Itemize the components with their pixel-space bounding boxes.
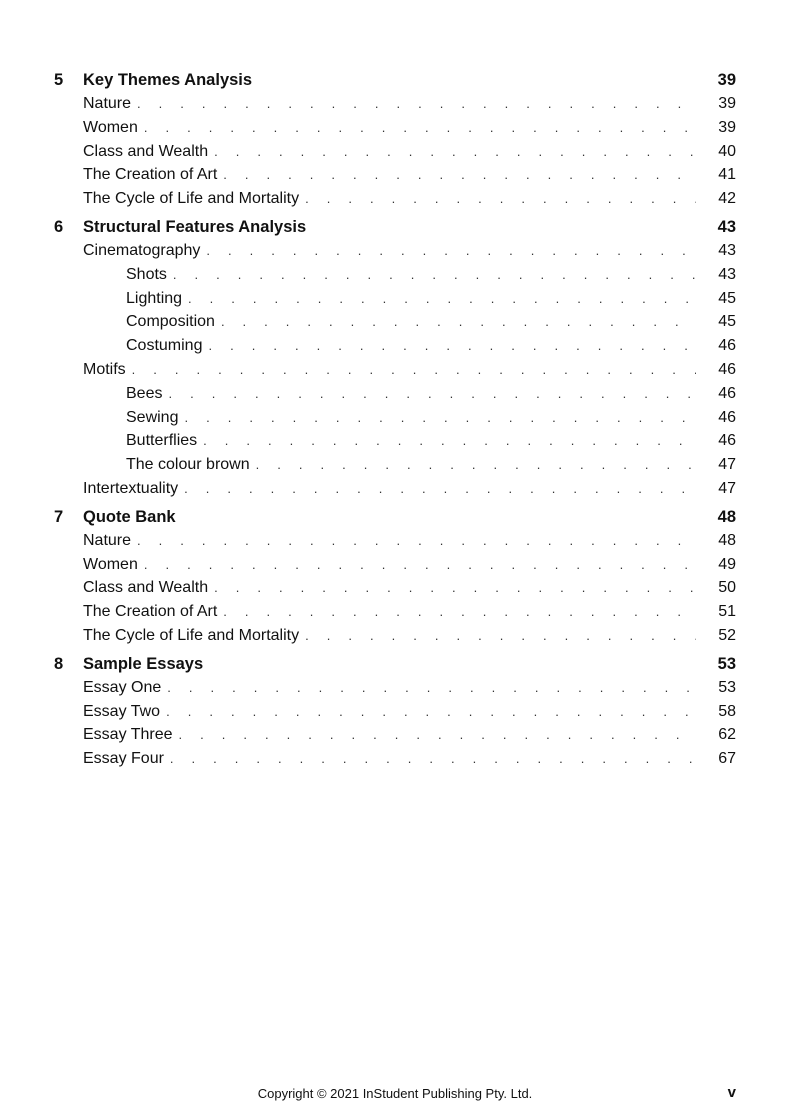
table-of-contents xyxy=(54,68,736,775)
entry-title: Class and Wealth xyxy=(83,142,209,160)
entry-title: The Cycle of Life and Mortality xyxy=(83,626,300,644)
toc-subentry[interactable] xyxy=(54,406,736,430)
entry-page: 43 xyxy=(718,265,736,283)
toc-entry[interactable] xyxy=(54,553,736,577)
chapter-heading[interactable] xyxy=(54,68,736,92)
entry-page: 43 xyxy=(718,241,736,259)
entry-page: 46 xyxy=(718,384,736,402)
entry-title: Nature xyxy=(83,531,132,549)
toc-entry[interactable] xyxy=(54,700,736,724)
dot-leader xyxy=(214,140,696,164)
chapter-number: 5 xyxy=(54,71,64,89)
chapter-heading[interactable] xyxy=(54,652,736,676)
dot-leader xyxy=(179,723,696,747)
chapter-title: Structural Features Analysis xyxy=(83,217,307,236)
entry-page: 39 xyxy=(718,118,736,136)
dot-leader xyxy=(214,576,696,600)
chapter-title: Quote Bank xyxy=(83,507,176,526)
entry-title: Essay Three xyxy=(83,726,173,744)
entry-title: The Cycle of Life and Mortality xyxy=(83,190,300,208)
copyright-notice: Copyright © 2021 InStudent Publishing Pty. Ltd. xyxy=(257,1086,533,1101)
entry-page: 51 xyxy=(718,603,736,621)
chapter-number: 6 xyxy=(54,217,64,236)
entry-title: Intertextuality xyxy=(83,479,179,497)
toc-subentry[interactable] xyxy=(54,310,736,334)
dot-leader xyxy=(256,453,696,477)
entry-page: 45 xyxy=(718,313,736,331)
toc-chapter xyxy=(54,215,736,501)
toc-entry[interactable] xyxy=(54,624,736,648)
toc-entry[interactable] xyxy=(54,358,736,382)
dot-leader xyxy=(167,676,696,700)
entry-page: 39 xyxy=(718,95,736,112)
entry-page: 62 xyxy=(718,726,736,744)
dot-leader xyxy=(132,358,696,382)
chapter-page: 48 xyxy=(717,507,736,526)
entry-title: Essay One xyxy=(83,678,162,696)
entry-title: Cinematography xyxy=(83,241,201,259)
entry-title: Composition xyxy=(126,313,215,331)
toc-entry[interactable] xyxy=(54,163,736,187)
chapter-number: 7 xyxy=(54,507,64,526)
chapter-page: 39 xyxy=(717,71,736,89)
toc-entry[interactable] xyxy=(54,600,736,624)
toc-subentry[interactable] xyxy=(54,429,736,453)
entry-page: 47 xyxy=(718,479,736,497)
toc-entry[interactable] xyxy=(54,140,736,164)
toc-chapter xyxy=(54,652,736,771)
entry-page: 41 xyxy=(718,166,736,184)
toc-subentry[interactable] xyxy=(54,263,736,287)
entry-page: 52 xyxy=(718,626,736,644)
entry-page: 58 xyxy=(718,702,736,720)
entry-page: 46 xyxy=(718,432,736,450)
toc-entry[interactable] xyxy=(54,92,736,116)
dot-leader xyxy=(221,310,696,334)
entry-page: 49 xyxy=(718,555,736,573)
toc-entry[interactable] xyxy=(54,576,736,600)
entry-page: 45 xyxy=(718,289,736,307)
dot-leader xyxy=(208,334,696,358)
dot-leader xyxy=(206,239,696,263)
entry-title: Essay Two xyxy=(83,702,161,720)
toc-chapter xyxy=(54,505,736,648)
toc-entry[interactable] xyxy=(54,676,736,700)
chapter-heading[interactable] xyxy=(54,215,736,239)
toc-entry[interactable] xyxy=(54,529,736,553)
toc-entry[interactable] xyxy=(54,747,736,771)
entry-title: Bees xyxy=(126,384,163,402)
toc-entry[interactable] xyxy=(54,116,736,140)
entry-title: Women xyxy=(83,555,138,573)
entry-title: Shots xyxy=(126,265,167,283)
entry-title: The Creation of Art xyxy=(83,603,218,621)
dot-leader xyxy=(184,477,696,501)
toc-subentry[interactable] xyxy=(54,382,736,406)
entry-page: 50 xyxy=(718,579,736,597)
entry-title: The colour brown xyxy=(126,456,250,474)
toc-subentry[interactable] xyxy=(54,334,736,358)
entry-page: 53 xyxy=(718,678,736,696)
dot-leader xyxy=(223,163,696,187)
chapter-page: 53 xyxy=(717,654,736,673)
chapter-number: 8 xyxy=(54,654,64,673)
toc-entry[interactable] xyxy=(54,239,736,263)
chapter-heading[interactable] xyxy=(54,505,736,529)
entry-page: 42 xyxy=(718,190,736,208)
dot-leader xyxy=(144,116,696,140)
dot-leader xyxy=(170,747,696,771)
dot-leader xyxy=(168,382,696,406)
toc-subentry[interactable] xyxy=(54,453,736,477)
chapter-title: Key Themes Analysis xyxy=(83,71,253,89)
entry-title: Nature xyxy=(83,95,132,112)
dot-leader xyxy=(137,92,696,116)
entry-page: 40 xyxy=(718,142,736,160)
dot-leader xyxy=(184,406,696,430)
toc-entry[interactable] xyxy=(54,187,736,211)
entry-page: 67 xyxy=(718,750,736,768)
chapter-title: Sample Essays xyxy=(83,654,204,673)
entry-page: 48 xyxy=(718,531,736,549)
dot-leader xyxy=(166,700,696,724)
dot-leader xyxy=(188,287,696,311)
entry-page: 46 xyxy=(718,408,736,426)
entry-page: 46 xyxy=(718,337,736,355)
entry-title: Women xyxy=(83,118,138,136)
entry-title: Sewing xyxy=(126,408,179,426)
entry-title: Lighting xyxy=(126,289,183,307)
dot-leader xyxy=(223,600,696,624)
dot-leader xyxy=(203,429,696,453)
entry-page: 47 xyxy=(718,456,736,474)
dot-leader xyxy=(305,187,696,211)
entry-title: Motifs xyxy=(83,360,126,378)
toc-entry[interactable] xyxy=(54,723,736,747)
toc-entry[interactable] xyxy=(54,477,736,501)
entry-title: Essay Four xyxy=(83,750,164,768)
entry-page: 46 xyxy=(718,360,736,378)
dot-leader xyxy=(173,263,696,287)
dot-leader xyxy=(144,553,696,577)
dot-leader xyxy=(137,529,696,553)
chapter-page: 43 xyxy=(717,217,736,236)
entry-title: Butterflies xyxy=(126,432,198,450)
page-number: v xyxy=(727,1084,736,1101)
toc-subentry[interactable] xyxy=(54,287,736,311)
entry-title: The Creation of Art xyxy=(83,166,218,184)
entry-title: Costuming xyxy=(126,337,203,355)
entry-title: Class and Wealth xyxy=(83,579,209,597)
toc-chapter xyxy=(54,68,736,211)
dot-leader xyxy=(305,624,696,648)
